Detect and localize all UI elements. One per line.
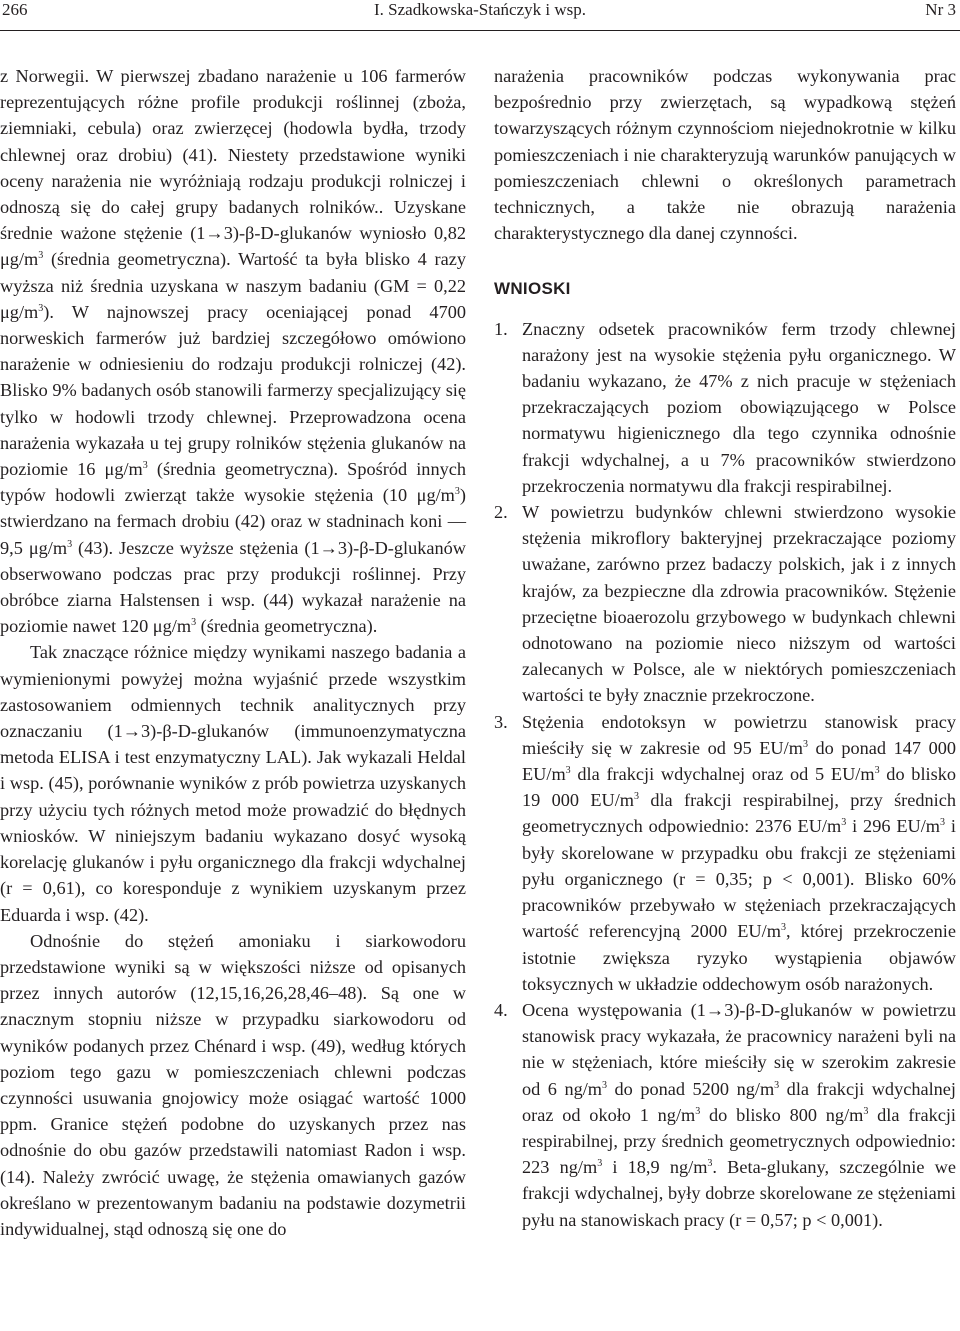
conclusion-item-2: 2. W powietrzu budynków chlewni stwierdzono wysokie stężenia mikroflory bakteryjnej przekraczające poziomy uważane, zarówno przez badaczy polskich, jak i z innych krajów, za bezpieczne dla zdrowia pracowników. Stężenie przeciętne bioaerozolu grzybowego w budynkach chlewni odnotowano na poziomie nieco niższym od wartości zalecanych w Polsce, ale w niektórych pomieszczeniach wartości te były znacznie przekroczone. [494, 502, 956, 706]
section-heading-conclusions: WNIOSKI [494, 279, 571, 299]
conclusion-item-1: 1. Znaczny odsetek pracowników ferm trzody chlewnej narażony jest na wysokie stężenia pyłu organicznego. W badaniu wykazano, że 47% z nich pracuje w stężeniach przekraczających poziom obowiązującego w Polsce normatywu higienicznego dla tego czynnika odnośnie frakcji wdychalnej, a u 7% pracowników stwierdzono przekroczenia normatywu dla frakcji respirabilnej. [494, 318, 956, 496]
paragraph-continued: narażenia pracowników podczas wykonywania prac bezpośrednio przy zwierzętach, są wypadkową stężeń towarzyszących różnym czynnościom niejednokrotnie w kilku pomieszczeniach i nie charakteryzują warunków panujących w pomieszczeniach chlewni o określonych parametrach technicznych, a także nie obrazują narażenia charakterystycznego dla danej czynności. [494, 66, 956, 244]
conclusion-item-4: 4. Ocena występowania (1→3)-β-D-glukanów w powietrzu stanowisk pracy wykazała, że pracownicy narażeni byli na nie w stężeniach, które mieściły się w szerokim zakresie od 6 $ng/m^3$ do ponad 5200 $ng/m^3$ dla frakcji wdychalnej oraz od około 1 $ng/m^3$ do blisko 800 $ng/m^3$ dla frakcji respirabilnej, przy średnich geometrycznych odpowiednio: 223 $ng/m^3$ i 18,9 $ng/m^3$. Beta-glukany, szczególnie we frakcji wdychalnej, były dobrze skorelowane ze stężeniami pyłu na stanowiskach pracy (r = 0,57; p < 0,001). [494, 999, 956, 1230]
left-column [0, 63, 466, 1242]
paragraph-1: z Norwegii. W pierwszej zbadano narażenie u 106 farmerów reprezentujących różne profile produkcji roślinnej (zboża, ziemniaki, cebula) oraz zwierzęcej (hodowla bydła, trzody chlewnej oraz drobiu) (41). Niestety przedstawione wyniki oceny narażenia nie wyróżniają rodzaju produkcji rolniczej i odnoszą się do całej grupy badanych rolników.. Uzyskane średnie ważone stężenie (1→3)-β-D-glukanów wyniosło 0,82 $\mu g/m^3$ (średnia geometryczna). Wartość ta była blisko 4 razy wyższa niż średnia uzyskana w naszym badaniu (GM = 0,22 $\mu g/m^3$). W najnowszej pracy oceniającej ponad 4700 norweskich farmerów już bardziej szczegółowo omówiono narażenie w odniesieniu do rodzaju produkcji rolniczej (42). Blisko 9% badanych osób stanowili farmerzy specjalizujący się tylko w hodowli trzody chlewnej. Przeprowadzona ocena narażenia wykazała u tej grupy rolników stężenia glukanów na poziomie 16 $\mu g/m^3$ (średnia geometryczna). Spośród innych typów hodowli zwierząt także wysokie stężenia (10 $\mu g/m^3$) stwierdzano na fermach drobiu (42) oraz w stadninach koni — 9,5 $\mu g/m^3$ (43). Jeszcze wyższe stężenia (1→3)-β-D-glukanów obserwowano podczas prac przy produkcji roślinnej. Przy obróbce ziarna Halstensen i wsp. (44) wykazał narażenie na poziomie nawet 120 $\mu g/m^3$ (średnia geometryczna). [0, 66, 466, 637]
running-header [0, 0, 960, 44]
header-rule [0, 30, 960, 31]
right-column [494, 63, 956, 1233]
paragraph-2: Tak znaczące różnice między wynikami naszego badania a wymienionymi powyżej można wyjaśnić przede wszystkim zastosowaniem odmiennych technik analitycznych przy oznaczaniu (1→3)-β-D-glukanów (immunoenzymatyczna metoda ELISA i test enzymatyczny LAL). Jak wykazali Heldal i wsp. (45), porównanie wyników z prób powietrza uzyskanych przy użyciu tych różnych metod może prowadzić do błędnych wniosków. W niniejszym badaniu wykazano dosyć wysoką korelację glukanów i pyłu organicznego dla frakcji wdychalnej (r = 0,61), co koresponduje z wynikiem uzyskanym przez Eduarda i wsp. (42). [0, 642, 466, 925]
running-title: I. Szadkowska-Stańczyk i wsp. [374, 0, 586, 19]
conclusions-list [494, 316, 956, 1233]
issue-number: Nr 3 [925, 0, 956, 19]
conclusion-item-3: 3. Stężenia endotoksyn w powietrzu stanowisk pracy mieściły się w zakresie od 95 $EU/m^3$ do ponad 147 000 $EU/m^3$ dla frakcji wdychalnej oraz od 5 $EU/m^3$ do blisko 19 000 $EU/m^3$ dla frakcji respirabilnej, przy średnich geometrycznych odpowiednio: 2376 $EU/m^3$ i 296 $EU/m^3$ i były skorelowane w przypadku obu frakcji ze stężeniami pyłu organicznego (r = 0,35; p < 0,001). Blisko 60% pracowników przebywało w stężeniach przekraczających wartość referencyjną 2000 $EU/m^3$, której przekroczenie istotnie zwiększa ryzyko wystąpienia objawów toksycznych w układzie oddechowym osób narażonych. [494, 711, 956, 994]
paragraph-3: Odnośnie do stężeń amoniaku i siarkowodoru przedstawione wyniki są w większości niższe od opisanych przez innych autorów (12,15,16,26,28,46–48). Są one w znacznym stopniu niższe w przypadku siarkowodoru od wyników podanych przez Chénard i wsp. (49), według których poziom tego gazu w pomieszczeniach chlewni podczas czynności usuwania gnojowicy może osiągać wartość 1000 ppm. Granice stężeń podobne do uzyskanych przez nas odnośnie do obu gazów przedstawili natomiast Radon i wsp. (14). Należy zwrócić uwagę, że stężenia omawianych gazów określano w prezentowanym badaniu na podstawie dozymetrii indywidualnej, stąd odnoszą się one do [0, 930, 466, 1239]
page-number: 266 [2, 0, 28, 19]
